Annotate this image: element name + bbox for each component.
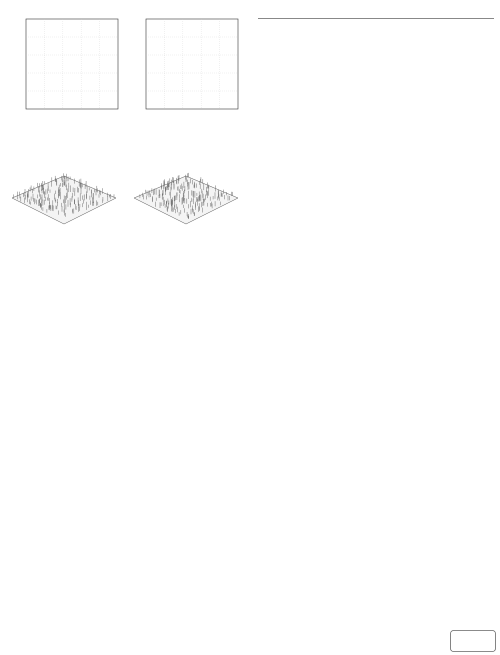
- figure-6b-surface: [128, 146, 242, 232]
- grid: [26, 19, 118, 109]
- grid: [146, 19, 238, 109]
- figure-5b-chart: [126, 15, 242, 133]
- author-bios: [258, 18, 494, 23]
- figure-6: [6, 146, 242, 232]
- watermark-logo: [450, 630, 496, 652]
- surface-base: [134, 176, 238, 224]
- figure-6a-surface: [6, 146, 120, 232]
- plot-frame: [146, 19, 238, 109]
- plot-frame: [26, 19, 118, 109]
- right-column: [258, 10, 494, 23]
- figure-5a-chart: [6, 15, 122, 133]
- left-column: [6, 10, 242, 234]
- figure-5: [6, 15, 242, 133]
